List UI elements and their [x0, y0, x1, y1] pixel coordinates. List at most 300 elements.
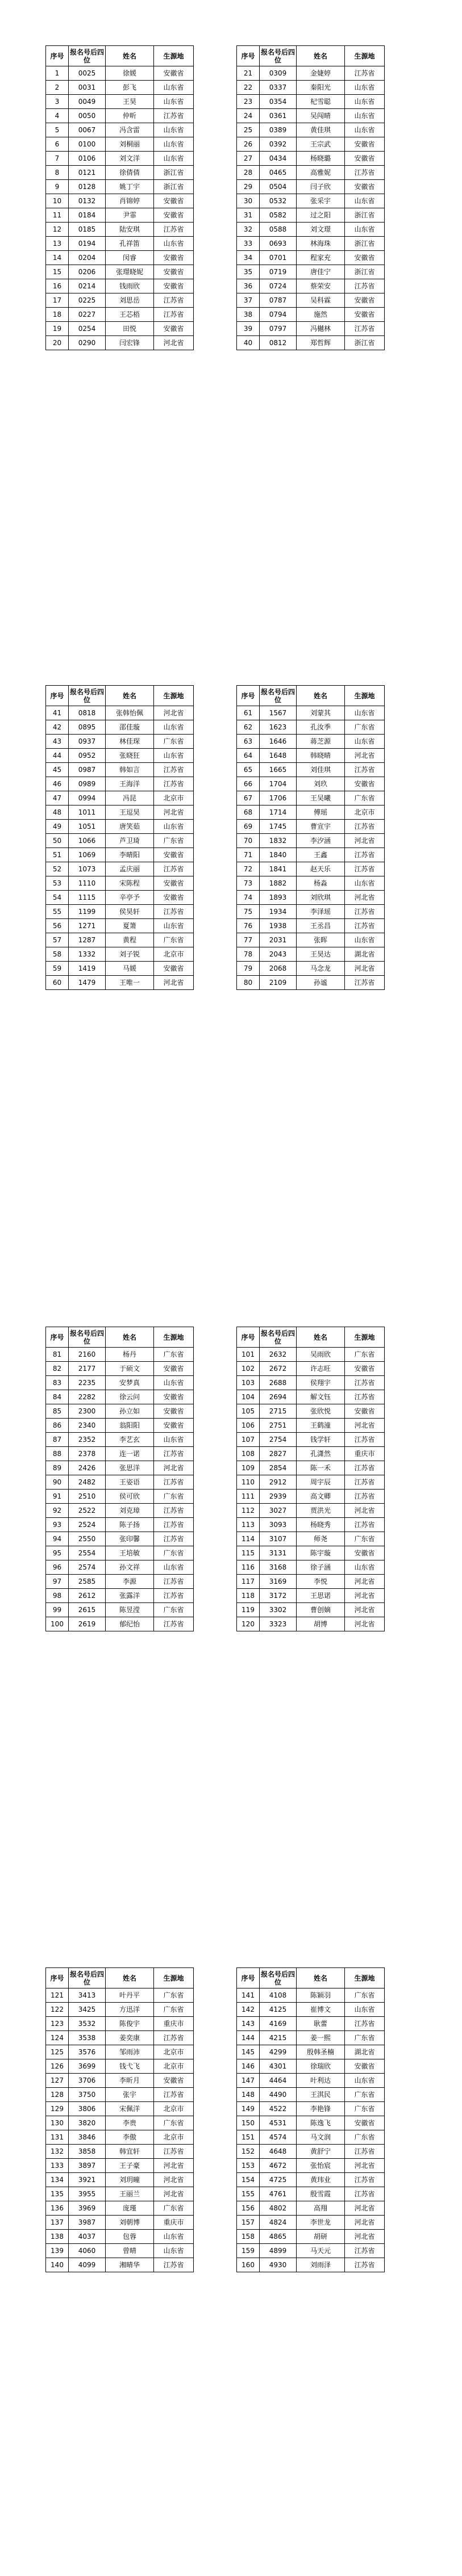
table-row: [46, 137, 194, 152]
cell-origin: 安徽省: [154, 322, 194, 336]
cell-seq: 159: [237, 2244, 260, 2258]
cell-seq: 6: [46, 137, 69, 152]
table-row: [46, 1404, 194, 1419]
cell-seq: 3: [46, 95, 69, 109]
table-row: [237, 1348, 385, 1362]
cell-code: 0184: [69, 208, 106, 223]
cell-code: 4648: [260, 2145, 297, 2159]
cell-code: 4490: [260, 2088, 297, 2102]
cell-seq: 112: [237, 1504, 260, 1518]
cell-origin: 河北省: [345, 2159, 385, 2173]
cell-name: 张晓狂: [106, 749, 154, 763]
cell-seq: 146: [237, 2059, 260, 2074]
cell-seq: 80: [237, 976, 260, 990]
cell-seq: 12: [46, 223, 69, 237]
cell-name: 张露洋: [106, 1589, 154, 1603]
cell-name: 徐子涵: [297, 1560, 345, 1575]
cell-name: 夏箫: [106, 919, 154, 933]
cell-name: 杞雪聪: [297, 95, 345, 109]
cell-origin: 江苏省: [345, 322, 385, 336]
cell-code: 1934: [260, 905, 297, 919]
cell-origin: 江苏省: [345, 820, 385, 834]
cell-origin: 广东省: [154, 834, 194, 848]
cell-name: 杨晓璐: [297, 152, 345, 166]
cell-origin: 广东省: [154, 1546, 194, 1560]
cell-name: 王宗武: [297, 137, 345, 152]
table-header-row: [237, 1327, 385, 1348]
cell-name: 曹宣宇: [297, 820, 345, 834]
table-row: [46, 166, 194, 180]
cell-origin: 江苏省: [345, 2258, 385, 2272]
cell-origin: 山东省: [154, 749, 194, 763]
table-row: [237, 834, 385, 848]
table-row: [46, 777, 194, 791]
cell-code: 0582: [260, 208, 297, 223]
cell-seq: 102: [237, 1362, 260, 1376]
table-row: [46, 820, 194, 834]
roster-table-1-left: [45, 45, 194, 350]
cell-origin: 江苏省: [154, 1589, 194, 1603]
cell-origin: 江苏省: [345, 976, 385, 990]
cell-seq: 135: [46, 2187, 69, 2201]
cell-seq: 111: [237, 1490, 260, 1504]
cell-code: 4108: [260, 1988, 297, 2003]
cell-origin: 山东省: [345, 735, 385, 749]
cell-code: 0031: [69, 81, 106, 95]
table-row: [237, 820, 385, 834]
cell-name: 赵天乐: [297, 862, 345, 876]
cell-code: 1287: [69, 933, 106, 947]
table-row: [237, 2031, 385, 2045]
cell-origin: 江苏省: [345, 2173, 385, 2187]
table-row: [46, 1461, 194, 1475]
cell-code: 4574: [260, 2130, 297, 2145]
cell-seq: 21: [237, 66, 260, 81]
header-seq: 序号: [237, 1968, 260, 1988]
cell-origin: 广东省: [154, 1490, 194, 1504]
cell-origin: 河北省: [345, 962, 385, 976]
cell-origin: 广东省: [154, 1348, 194, 1362]
cell-code: 1648: [260, 749, 297, 763]
cell-code: 0354: [260, 95, 297, 109]
cell-origin: 江苏省: [154, 1518, 194, 1532]
cell-name: 吴闯晴: [297, 109, 345, 123]
table-row: [46, 2017, 194, 2031]
cell-name: 闫宏锋: [106, 336, 154, 350]
cell-name: 韩如言: [106, 763, 154, 777]
cell-origin: 河北省: [345, 834, 385, 848]
cell-seq: 50: [46, 834, 69, 848]
cell-origin: 浙江省: [345, 208, 385, 223]
table-row: [46, 251, 194, 265]
cell-name: 施然: [297, 308, 345, 322]
cell-seq: 24: [237, 109, 260, 123]
cell-code: 2550: [69, 1532, 106, 1546]
cell-name: 王鹤潼: [297, 1419, 345, 1433]
table-row: [237, 720, 385, 735]
cell-name: 侯翔宇: [297, 1376, 345, 1390]
cell-origin: 广东省: [154, 1603, 194, 1617]
cell-origin: 山东省: [345, 876, 385, 891]
cell-code: 2754: [260, 1433, 297, 1447]
table-header-row: [46, 1968, 194, 1988]
table-row: [237, 1447, 385, 1461]
cell-seq: 150: [237, 2116, 260, 2130]
table-row: [46, 947, 194, 962]
cell-seq: 142: [237, 2003, 260, 2017]
cell-name: 殷韩圣楠: [297, 2045, 345, 2059]
cell-code: 1832: [260, 834, 297, 848]
table-row: [46, 66, 194, 81]
cell-name: 李贵: [106, 2116, 154, 2130]
cell-origin: 江苏省: [345, 1490, 385, 1504]
cell-code: 1938: [260, 919, 297, 933]
cell-seq: 58: [46, 947, 69, 962]
table-row: [237, 1433, 385, 1447]
cell-origin: 安徽省: [345, 2059, 385, 2074]
table-row: [46, 1348, 194, 1362]
table-row: [46, 322, 194, 336]
table-row: [46, 919, 194, 933]
header-name: 姓名: [297, 686, 345, 706]
cell-origin: 安徽省: [154, 891, 194, 905]
cell-origin: 北京市: [154, 2130, 194, 2145]
cell-name: 陈一禾: [297, 1461, 345, 1475]
header-seq: 序号: [237, 46, 260, 66]
cell-code: 4522: [260, 2102, 297, 2116]
cell-code: 2282: [69, 1390, 106, 1404]
cell-origin: 江苏省: [345, 1461, 385, 1475]
cell-origin: 广东省: [345, 1988, 385, 2003]
table-row: [46, 109, 194, 123]
table-row: [237, 876, 385, 891]
table-row: [46, 1475, 194, 1490]
cell-origin: 河北省: [154, 2159, 194, 2173]
cell-code: 3169: [260, 1575, 297, 1589]
cell-name: 包蓉: [106, 2230, 154, 2244]
cell-seq: 54: [46, 891, 69, 905]
header-code: 报名号后四位: [260, 686, 297, 706]
cell-name: 陈子扬: [106, 1518, 154, 1532]
cell-code: 2854: [260, 1461, 297, 1475]
cell-code: 3168: [260, 1560, 297, 1575]
cell-code: 4464: [260, 2074, 297, 2088]
cell-code: 2352: [69, 1433, 106, 1447]
cell-origin: 江苏省: [345, 166, 385, 180]
cell-name: 张怡宸: [297, 2159, 345, 2173]
cell-name: 唐佳宁: [297, 265, 345, 279]
cell-code: 0989: [69, 777, 106, 791]
cell-name: 过之阳: [297, 208, 345, 223]
roster-table-3-right: [236, 1327, 385, 1631]
table-row: [237, 1532, 385, 1546]
cell-seq: 56: [46, 919, 69, 933]
cell-name: 马媛: [106, 962, 154, 976]
cell-seq: 44: [46, 749, 69, 763]
table-row: [46, 805, 194, 820]
cell-origin: 河北省: [345, 1603, 385, 1617]
table-row: [237, 336, 385, 350]
cell-origin: 河北省: [345, 1419, 385, 1433]
cell-code: 0050: [69, 109, 106, 123]
cell-origin: 北京市: [154, 2045, 194, 2059]
cell-name: 郑哲辉: [297, 336, 345, 350]
cell-name: 崔博文: [297, 2003, 345, 2017]
cell-code: 3532: [69, 2017, 106, 2031]
cell-code: 3425: [69, 2003, 106, 2017]
cell-code: 3699: [69, 2059, 106, 2074]
cell-origin: 山东省: [154, 237, 194, 251]
table-row: [46, 2074, 194, 2088]
cell-seq: 147: [237, 2074, 260, 2088]
cell-origin: 河北省: [345, 1617, 385, 1631]
cell-seq: 95: [46, 1546, 69, 1560]
cell-code: 0049: [69, 95, 106, 109]
cell-origin: 浙江省: [154, 180, 194, 194]
cell-code: 2160: [69, 1348, 106, 1362]
cell-name: 刘玥曈: [106, 2173, 154, 2187]
cell-code: 0025: [69, 66, 106, 81]
cell-name: 方迅洋: [106, 2003, 154, 2017]
table-header-row: [237, 46, 385, 66]
cell-seq: 96: [46, 1560, 69, 1575]
cell-name: 李艳锋: [297, 2102, 345, 2116]
cell-seq: 9: [46, 180, 69, 194]
cell-name: 姚丁宇: [106, 180, 154, 194]
cell-code: 2694: [260, 1390, 297, 1404]
table-row: [46, 1504, 194, 1518]
table-row: [46, 95, 194, 109]
cell-origin: 山东省: [345, 123, 385, 137]
cell-code: 3846: [69, 2130, 106, 2145]
table-row: [46, 1617, 194, 1631]
cell-seq: 57: [46, 933, 69, 947]
roster-table-2-right: [236, 685, 385, 990]
cell-name: 陈颖羽: [297, 1988, 345, 2003]
table-row: [46, 180, 194, 194]
cell-code: 0588: [260, 223, 297, 237]
cell-seq: 145: [237, 2045, 260, 2059]
cell-code: 1051: [69, 820, 106, 834]
cell-seq: 157: [237, 2216, 260, 2230]
cell-origin: 广东省: [345, 2031, 385, 2045]
cell-name: 蒋芝源: [297, 735, 345, 749]
table-row: [46, 1518, 194, 1532]
cell-name: 田悦: [106, 322, 154, 336]
cell-name: 冯含雷: [106, 123, 154, 137]
cell-origin: 江苏省: [154, 1475, 194, 1490]
cell-seq: 63: [237, 735, 260, 749]
cell-code: 0693: [260, 237, 297, 251]
cell-origin: 江苏省: [154, 1447, 194, 1461]
cell-seq: 28: [237, 166, 260, 180]
cell-seq: 22: [237, 81, 260, 95]
cell-name: 郁纪怡: [106, 1617, 154, 1631]
cell-code: 1479: [69, 976, 106, 990]
cell-name: 张宇: [106, 2088, 154, 2102]
cell-name: 李晴阳: [106, 848, 154, 862]
cell-seq: 67: [237, 791, 260, 805]
cell-name: 张韩怡佩: [106, 706, 154, 720]
cell-origin: 广东省: [154, 2116, 194, 2130]
table-row: [46, 834, 194, 848]
cell-name: 刘克璋: [106, 1504, 154, 1518]
cell-code: 3806: [69, 2102, 106, 2116]
table-row: [46, 2159, 194, 2173]
cell-code: 4099: [69, 2258, 106, 2272]
cell-code: 2574: [69, 1560, 106, 1575]
cell-seq: 34: [237, 251, 260, 265]
header-code: 报名号后四位: [260, 1327, 297, 1348]
header-seq: 序号: [237, 686, 260, 706]
cell-origin: 广东省: [154, 1988, 194, 2003]
cell-code: 2300: [69, 1404, 106, 1419]
cell-code: 2177: [69, 1362, 106, 1376]
cell-origin: 北京市: [154, 947, 194, 962]
table-row: [237, 251, 385, 265]
table-row: [46, 749, 194, 763]
cell-code: 1714: [260, 805, 297, 820]
cell-code: 3302: [260, 1603, 297, 1617]
cell-seq: 19: [46, 322, 69, 336]
cell-origin: 安徽省: [345, 1546, 385, 1560]
cell-code: 0504: [260, 180, 297, 194]
cell-seq: 52: [46, 862, 69, 876]
cell-seq: 2: [46, 81, 69, 95]
cell-origin: 广东省: [345, 1532, 385, 1546]
cell-name: 周宇辰: [297, 1475, 345, 1490]
cell-origin: 河北省: [345, 749, 385, 763]
cell-code: 0204: [69, 251, 106, 265]
cell-seq: 149: [237, 2102, 260, 2116]
cell-seq: 119: [237, 1603, 260, 1617]
table-row: [46, 1546, 194, 1560]
cell-name: 王唯一: [106, 976, 154, 990]
cell-code: 2688: [260, 1376, 297, 1390]
cell-origin: 山东省: [154, 820, 194, 834]
cell-seq: 69: [237, 820, 260, 834]
cell-name: 吴雨欣: [297, 1348, 345, 1362]
cell-code: 2426: [69, 1461, 106, 1475]
cell-name: 叶丹平: [106, 1988, 154, 2003]
cell-code: 2612: [69, 1589, 106, 1603]
header-code: 报名号后四位: [260, 1968, 297, 1988]
cell-name: 高翔: [297, 2201, 345, 2216]
cell-seq: 120: [237, 1617, 260, 1631]
cell-seq: 82: [46, 1362, 69, 1376]
table-row: [46, 308, 194, 322]
cell-origin: 江苏省: [154, 2088, 194, 2102]
cell-name: 王逗昊: [106, 805, 154, 820]
table-row: [237, 2116, 385, 2130]
cell-code: 0719: [260, 265, 297, 279]
table-row: [237, 66, 385, 81]
cell-seq: 16: [46, 279, 69, 293]
cell-origin: 河北省: [345, 2201, 385, 2216]
cell-seq: 137: [46, 2216, 69, 2230]
cell-name: 刘思岳: [106, 293, 154, 308]
table-row: [237, 2159, 385, 2173]
table-row: [237, 2244, 385, 2258]
cell-name: 陈俊宇: [106, 2017, 154, 2031]
cell-seq: 18: [46, 308, 69, 322]
cell-name: 金婕婷: [297, 66, 345, 81]
cell-name: 胡博: [297, 1617, 345, 1631]
table-header-row: [46, 686, 194, 706]
cell-origin: 江苏省: [345, 862, 385, 876]
cell-origin: 山东省: [154, 81, 194, 95]
cell-origin: 安徽省: [154, 265, 194, 279]
header-origin: 生源地: [154, 1968, 194, 1988]
cell-code: 0392: [260, 137, 297, 152]
cell-name: 刘佳琪: [297, 763, 345, 777]
table-row: [46, 1589, 194, 1603]
cell-seq: 32: [237, 223, 260, 237]
table-row: [46, 905, 194, 919]
cell-code: 3576: [69, 2045, 106, 2059]
cell-seq: 5: [46, 123, 69, 137]
cell-seq: 68: [237, 805, 260, 820]
cell-seq: 123: [46, 2017, 69, 2031]
cell-code: 2524: [69, 1518, 106, 1532]
cell-origin: 江苏省: [154, 2145, 194, 2159]
cell-seq: 126: [46, 2059, 69, 2074]
cell-code: 3413: [69, 1988, 106, 2003]
table-row: [237, 2201, 385, 2216]
table-row: [46, 848, 194, 862]
table-row: [237, 2017, 385, 2031]
cell-seq: 46: [46, 777, 69, 791]
cell-seq: 20: [46, 336, 69, 350]
cell-seq: 109: [237, 1461, 260, 1475]
table-row: [237, 1504, 385, 1518]
cell-seq: 160: [237, 2258, 260, 2272]
cell-code: 0812: [260, 336, 297, 350]
cell-seq: 154: [237, 2173, 260, 2187]
cell-code: 2109: [260, 976, 297, 990]
cell-code: 0128: [69, 180, 106, 194]
cell-origin: 江苏省: [345, 2145, 385, 2159]
cell-origin: 江苏省: [345, 1433, 385, 1447]
cell-code: 1066: [69, 834, 106, 848]
cell-seq: 156: [237, 2201, 260, 2216]
cell-code: 1332: [69, 947, 106, 962]
cell-code: 1706: [260, 791, 297, 805]
cell-name: 芦卫琦: [106, 834, 154, 848]
cell-code: 3921: [69, 2173, 106, 2187]
cell-code: 3897: [69, 2159, 106, 2173]
cell-seq: 23: [237, 95, 260, 109]
table-row: [46, 1988, 194, 2003]
cell-name: 李悦: [297, 1575, 345, 1589]
cell-code: 0194: [69, 237, 106, 251]
table-row: [237, 1617, 385, 1631]
cell-seq: 139: [46, 2244, 69, 2258]
cell-seq: 73: [237, 876, 260, 891]
cell-origin: 浙江省: [154, 166, 194, 180]
cell-code: 2068: [260, 962, 297, 976]
roster-table-2-left: [45, 685, 194, 990]
table-row: [46, 293, 194, 308]
table-header-row: [237, 1968, 385, 1988]
cell-seq: 83: [46, 1376, 69, 1390]
cell-origin: 山东省: [345, 2003, 385, 2017]
cell-code: 1665: [260, 763, 297, 777]
cell-code: 1115: [69, 891, 106, 905]
table-row: [46, 2088, 194, 2102]
table-row: [237, 1988, 385, 2003]
table-row: [46, 2145, 194, 2159]
